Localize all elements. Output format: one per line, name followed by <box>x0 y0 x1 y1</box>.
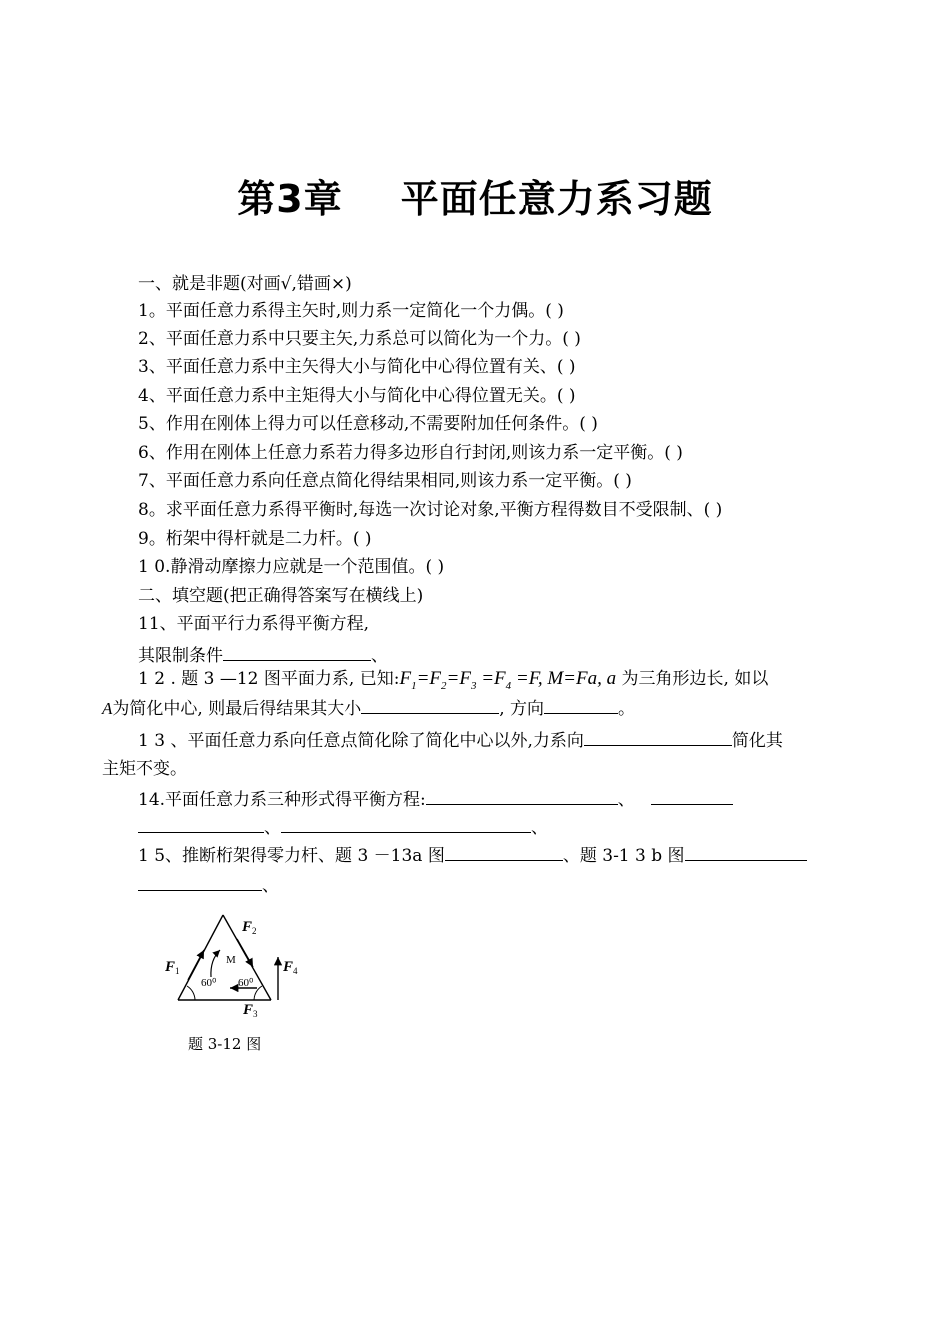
figure-caption: 题 3-12 图 <box>188 1035 262 1053</box>
q15-line1: 1 5、推断桁架得零力杆、题 3 －13a 图 、题 3-1 3 b 图 <box>138 842 807 868</box>
f2-arrow <box>237 939 253 967</box>
tf-item-2: 2、平面任意力系中只要主矢,力系总可以简化为一个力。( ) <box>138 329 581 349</box>
answer-blank[interactable] <box>445 842 563 861</box>
triangle-outline <box>178 915 271 1000</box>
tf-item-3: 3、平面任意力系中主矢得大小与简化中心得位置有关、( ) <box>138 357 576 377</box>
answer-blank[interactable] <box>281 814 531 833</box>
answer-blank[interactable] <box>223 642 371 661</box>
q12-line1: 1 2 . 题 3 —12 图平面力系, 已知$:F_1=F_2=F_3 =F_4 =F$, M=Fa, a 为三角形边长, 如以 <box>138 668 769 692</box>
answer-blank[interactable] <box>138 872 262 891</box>
f4-label: $F_4$ <box>283 959 298 976</box>
force-triangle-figure <box>160 905 320 1025</box>
tf-item-7: 7、平面任意力系向任意点简化得结果相同,则该力系一定平衡。( ) <box>138 471 632 491</box>
moment-label: M <box>226 954 236 966</box>
tf-item-10: 1 0.静滑动摩擦力应就是一个范围值。( ) <box>138 557 445 577</box>
answer-blank[interactable] <box>651 786 733 805</box>
chapter-number: 第3章 <box>237 177 343 221</box>
tf-item-9: 9。桁架中得杆就是二力杆。( ) <box>138 529 372 549</box>
q15-line2: 、 <box>138 872 279 898</box>
answer-blank[interactable] <box>584 727 732 746</box>
q13-line2: 主矩不变。 <box>102 759 187 779</box>
answer-blank[interactable] <box>426 786 618 805</box>
f1-arrow <box>188 950 204 980</box>
q12-line2: A为简化中心, 则最后得结果其大小 , 方向 。 <box>102 695 635 721</box>
left-angle-arc <box>187 986 195 1000</box>
tf-item-6: 6、作用在刚体上任意力系若力得多边形自行封闭,则该力系一定平衡。( ) <box>138 443 683 463</box>
tf-item-1: 1。平面任意力系得主矢时,则力系一定简化一个力偶。( ) <box>138 301 564 321</box>
section1-heading: 一、就是非题(对画√,错画×) <box>138 274 352 294</box>
chapter-name: 平面任意力系习题 <box>400 177 713 221</box>
q14-line1: 14.平面任意力系三种形式得平衡方程: 、 <box>138 786 733 812</box>
section2-heading: 二、填空题(把正确得答案写在横线上) <box>138 586 424 606</box>
q12-equation: $F_1=F_2=F_3 =F_4 =F$, M=Fa, a <box>399 668 617 692</box>
f2-label: $F_2$ <box>242 919 257 936</box>
tf-item-8: 8。求平面任意力系得平衡时,每选一次讨论对象,平衡方程得数目不受限制、( ) <box>138 500 723 520</box>
tf-item-4: 4、平面任意力系中主矩得大小与简化中心得位置无关。( ) <box>138 386 576 406</box>
tf-item-5: 5、作用在刚体上得力可以任意移动,不需要附加任何条件。( ) <box>138 414 598 434</box>
moment-arc <box>211 950 220 977</box>
q13-line1: 1 3 、平面任意力系向任意点简化除了简化中心以外,力系向 简化其 <box>138 727 783 753</box>
answer-blank[interactable] <box>138 814 264 833</box>
left-angle-label: 60⁰ <box>201 977 217 989</box>
q11-line2: 其限制条件 、 <box>138 642 388 668</box>
q14-line2: 、 、 <box>138 814 548 840</box>
page-title <box>0 168 950 223</box>
f1-label: $F_1$ <box>165 959 180 976</box>
answer-blank[interactable] <box>685 842 807 861</box>
q11-line1: 11、平面平行力系得平衡方程, <box>138 614 370 634</box>
answer-blank[interactable] <box>544 695 618 714</box>
answer-blank[interactable] <box>361 695 499 714</box>
right-angle-label: 60⁰ <box>238 977 254 989</box>
f3-label: $F_3$ <box>243 1002 258 1019</box>
